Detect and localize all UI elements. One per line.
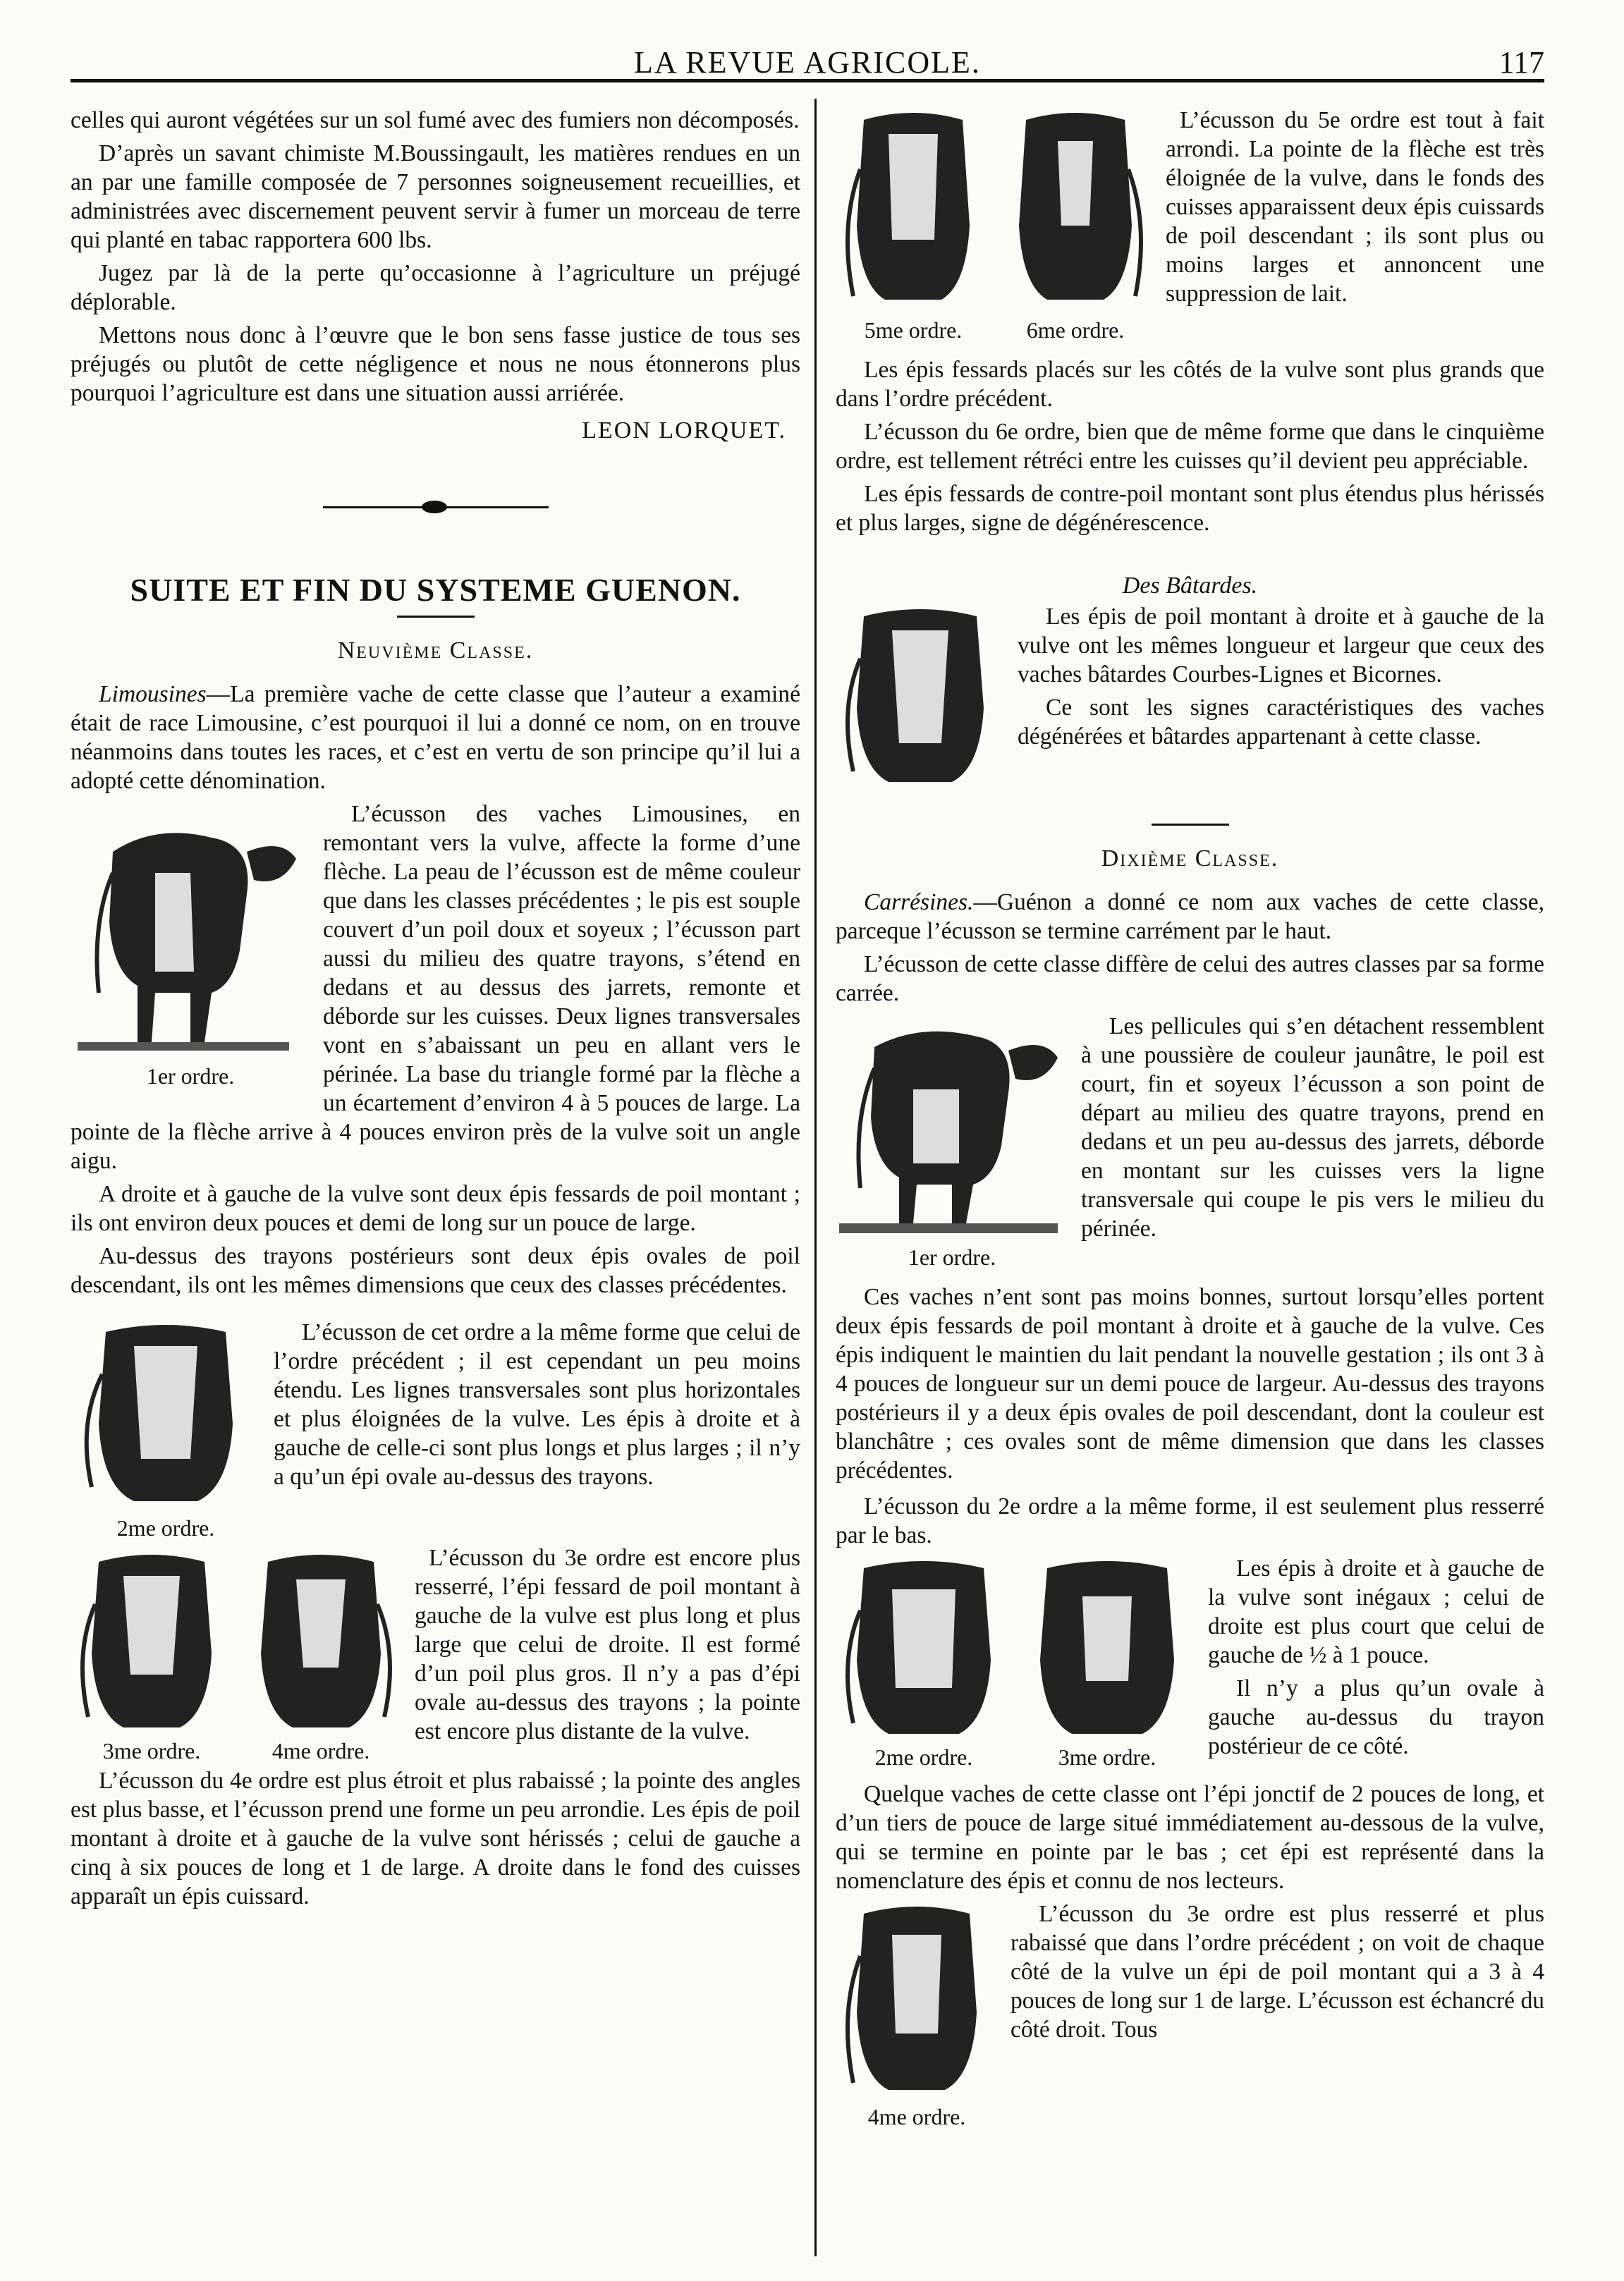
cow-rear-illustration — [836, 1554, 1012, 1744]
breed-label: Limousines — [99, 681, 207, 707]
figure-caption: 3me ordre. — [1058, 1744, 1156, 1770]
cow-rear-illustration — [71, 1318, 261, 1515]
short-rule — [397, 616, 475, 618]
cow-figure — [71, 1318, 261, 1541]
cow-figure — [836, 1012, 1068, 1270]
cow-rear-illustration — [71, 1548, 233, 1738]
cow-figure — [836, 602, 1005, 793]
paragraph: —Guénon a donné ce nom aux vaches de cette classe, parceque l’écusson se termine carrément par le haut. — [836, 889, 1544, 944]
figure-caption: 1er ordre. — [908, 1245, 996, 1270]
paragraph: Mettons nous donc à l’œuvre que le bon sens fasse justice de tous ses préjugés ou plutôt de cette négligence et nous ne nous étonnerons plus pourquoi l’agriculture est dans une situation aussi arriérée. — [71, 322, 800, 406]
paragraph: L’écusson du 3e ordre est encore plus resserré, l’épi fessard de poil montant à gauche de la vulve est plus long et plus large que celui de droite. Il est formé d’un poil plus gros. Il n’y a pas d’épi ovale au-dessus des trayons ; la pointe est encore plus distante de la vulve. — [415, 1545, 800, 1744]
cow-rear-illustration — [998, 106, 1153, 317]
paragraph: Les épis de poil montant à droite et à gauche de la vulve ont les mêmes longueur et largeur que ceux des vaches bâtardes Courbes-Lignes et Bicornes. — [1018, 604, 1544, 687]
ornament-divider — [323, 494, 549, 522]
paragraph: L’écusson de cet ordre a la même forme que celui de l’ordre précédent ; il est cependant un peu moins étendu. Les lignes transversales sont plus horizontales et plus éloignées de la vulve. Les épis à droite et à gauche de celle-ci sont plus longs et plus larges ; il n’y a qu’un épi ovale au-dessus des trayons. — [274, 1319, 800, 1490]
cow-rear-illustration — [836, 1900, 998, 2104]
cow-full-illustration — [836, 1012, 1068, 1245]
class-heading: Neuvième Classe. — [337, 637, 534, 663]
cow-figure — [71, 809, 310, 1089]
paragraph: L’écusson du 6e ordre, bien que de même forme que dans le cinquième ordre, est tellement rétréci entre les cuisses qu’il devient peu appréciable. — [836, 419, 1544, 474]
author-signature: LEON LORQUET. — [582, 417, 786, 444]
class-heading: Dixième Classe. — [1101, 845, 1279, 872]
paragraph: A droite et à gauche de la vulve sont deux épis fessards de poil montant ; ils ont environ deux pouces et demi de long sur un pouce de large. — [71, 1181, 800, 1236]
figure-caption: 6me ordre. — [1026, 317, 1125, 343]
cow-rear-illustration — [240, 1548, 402, 1738]
paragraph: L’écusson du 5e ordre est tout à fait arrondi. La pointe de la flèche est très éloignée de la vulve, dans le fonds des cuisses apparaissent deux épis cuissards de poil descendant ; ils sont plus ou moins larges et annoncent une suppression de lait. — [1166, 107, 1544, 307]
header-rule — [71, 79, 1544, 82]
figure-caption: 2me ordre. — [874, 1744, 973, 1770]
paragraph: Les épis fessards placés sur les côtés de la vulve sont plus grands que dans l’ordre précédent. — [836, 357, 1544, 412]
column-divider — [814, 99, 817, 2256]
cow-rear-illustration — [836, 602, 1005, 793]
journal-title: LA REVUE AGRICOLE. — [634, 45, 981, 80]
cow-figure — [836, 1900, 998, 2129]
cow-full-illustration — [71, 809, 310, 1063]
figure-caption: 3me ordre. — [102, 1738, 201, 1763]
figure-caption: 2me ordre. — [116, 1515, 215, 1541]
paragraph: Les pellicules qui s’en détachent ressemblent à une poussière de couleur jaunâtre, le poil est court, fin et soyeux l’écusson a son point de départ au milieu des quatre trayons, prend en dedans et un peu au-dessus des jarrets, déborde en montant sur les cuisses vers la ligne transversale qui coupe le pis vers le milieu du périnée. — [1081, 1013, 1544, 1242]
breed-label: Carrésines. — [864, 889, 974, 915]
left-column — [71, 106, 800, 1915]
paragraph: Ces vaches n’ent sont pas moins bonnes, surtout lorsqu’elles portent deux épis fessards de poil montant à droite et à gauche de la vulve. Ces épis indiquent le maintien du lait pendant la nouvelle gestation ; ils ont 3 à 4 pouces de longueur sur un demi pouce de largeur. Au-dessus des trayons postérieurs il y a deux épis ovales de poil descendant, dont la couleur est blanchâtre ; ces ovales sont de même dimension que dans les classes précédentes. — [836, 1284, 1544, 1484]
right-column — [836, 106, 1544, 2132]
cow-rear-illustration — [836, 106, 991, 317]
paragraph: Les épis à droite et à gauche de la vulve sont inégaux ; celui de droite est plus court que celui de gauche de ½ à 1 pouce. — [1208, 1555, 1544, 1668]
page-header — [71, 39, 1544, 81]
paragraph: Au-dessus des trayons postérieurs sont deux épis ovales de poil descendant, ils ont les mêmes dimensions que ceux des classes précédentes. — [71, 1243, 800, 1298]
figure-caption: 5me ordre. — [864, 317, 963, 343]
figure-caption: 4me ordre. — [271, 1738, 370, 1763]
paragraph: D’après un savant chimiste M.Boussingault, les matières rendues en un an par une famille composée de 7 personnes soigneusement recueillies, et administrées avec discernement peuvent servir à fumer un morceau de terre qui planté en tabac rapportera 600 lbs. — [71, 140, 800, 253]
paragraph: L’écusson du 3e ordre est plus resserré et plus rabaissé que dans l’ordre précédent ; on voit de chaque côté de la vulve un épi de poil montant qui a 3 à 4 pouces de long sur 1 de large. L’écusson est échancré du côté droit. Tous — [1011, 1901, 1544, 2043]
paragraph: —La première vache de cette classe que l’auteur a examiné était de race Limousine, c’est pourquoi il lui a donné ce nom, on en trouve néanmoins dans toutes les races, et c’est en vertu de son principe qu’il lui a adopté cette dénomination. — [71, 681, 800, 794]
paragraph: L’écusson de cette classe diffère de celui des autres classes par sa forme carrée. — [836, 951, 1544, 1006]
paragraph: Il n’y a plus qu’un ovale à gauche au-dessus du trayon postérieur de ce côté. — [1208, 1675, 1544, 1759]
paragraph: L’écusson du 2e ordre a la même forme, il est seulement plus resserré par le bas. — [836, 1493, 1544, 1548]
paragraph: Jugez par là de la perte qu’occasionne à l’agriculture un préjugé déplorable. — [71, 260, 800, 315]
paragraph: celles qui auront végétées sur un sol fumé avec des fumiers non décomposés. — [71, 107, 800, 133]
cow-rear-illustration — [1019, 1554, 1195, 1744]
sub-heading: Des Bâtardes. — [1122, 573, 1258, 599]
paragraph: L’écusson du 4e ordre est plus étroit et plus rabaissé ; la pointe des angles est plus basse, et l’écusson prend une forme un peu arrondie. Les épis de poil montant à droite et à gauche de la vulve sont hérissés ; celui de gauche a cinq à six pouces de long et 1 de large. A droite dans le fond des cuisses apparaît un épis cuissard. — [71, 1768, 800, 1909]
page-number: 117 — [1498, 45, 1544, 80]
short-rule — [1152, 824, 1229, 826]
cow-figure-pair — [836, 1554, 1195, 1770]
paragraph: Ce sont les signes caractéristiques des vaches dégénérées et bâtardes appartenant à cette classe. — [1018, 695, 1544, 750]
paragraph: Quelque vaches de cette classe ont l’épi jonctif de 2 pouces de long, et d’un tiers de pouce de large situé immédiatement au-dessous de la vulve, qui se termine en pointe par le bas ; cet épi est représenté dans la nomenclature des épis et connu de nos lecteurs. — [836, 1781, 1544, 1894]
cow-figure-pair — [836, 106, 1153, 343]
paragraph: L’écusson des vaches Limousines, en remontant vers la vulve, affecte la forme d’une flèche. La peau de l’écusson est de même couleur que dans les classes précédentes ; le pis est souple couvert d’un poil doux et soyeux ; l’écusson part aussi du milieu des quatre trayons, s’étend en dedans et au dessus des jarrets, remonte et déborde sur les cuisses. Deux lignes transversales vont en s’abaissant un peu en allant vers le périnée. La base du triangle formé par la flèche a un écartement d’environ 4 à 5 pouces de large. La pointe de la flèche arrive à 4 pouces environ près de la vulve soit un angle aigu. — [71, 801, 800, 1174]
figure-caption: 4me ordre. — [867, 2104, 966, 2129]
cow-figure-pair — [71, 1548, 402, 1763]
section-title: SUITE ET FIN DU SYSTEME GUENON. — [130, 572, 741, 608]
paragraph: Les épis fessards de contre-poil montant sont plus étendus plus hérissés et plus larges, signe de dégénérescence. — [836, 481, 1544, 536]
figure-caption: 1er ordre. — [146, 1063, 235, 1089]
